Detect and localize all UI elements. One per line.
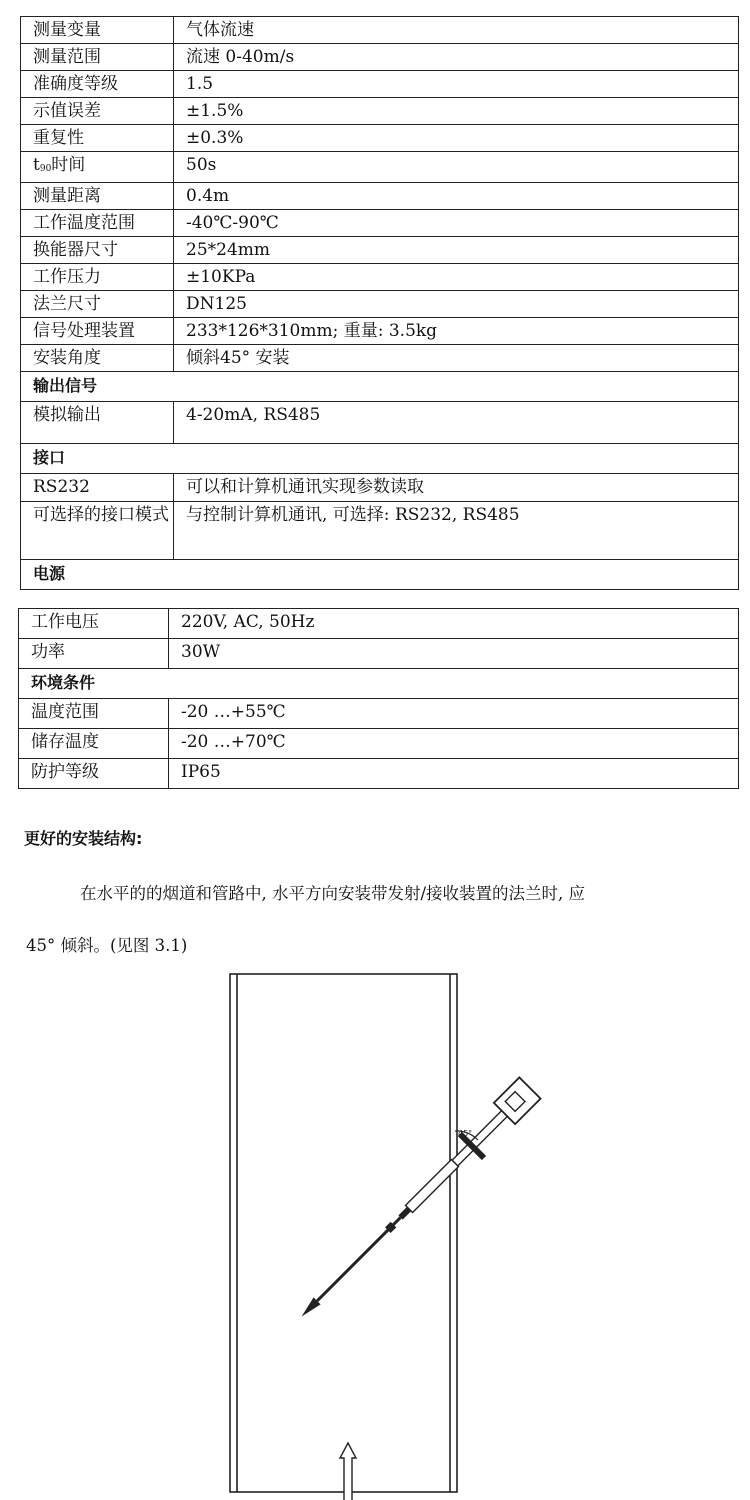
row-label: 模拟输出 (21, 402, 174, 444)
row-label: 工作压力 (21, 264, 174, 291)
row-value: 流速 0-40m/s (174, 44, 739, 71)
section-title: 接口 (21, 444, 739, 474)
row-label: 工作电压 (19, 609, 169, 639)
label-main: t (33, 155, 40, 175)
row-value: 50s (174, 152, 739, 183)
section-row-output (21, 372, 739, 402)
row-value: 气体流速 (174, 17, 739, 44)
label-rest: 时间 (51, 155, 86, 175)
row-label: 重复性 (21, 125, 174, 152)
table-row (21, 318, 739, 345)
table-row (21, 125, 739, 152)
row-label (21, 152, 174, 183)
row-label: 可选择的接口模式 (21, 502, 174, 560)
row-value: IP65 (169, 759, 739, 789)
row-value: -20 …+55℃ (169, 699, 739, 729)
row-value: 25*24mm (174, 237, 739, 264)
probe-assembly (290, 1076, 542, 1328)
table-row (19, 729, 739, 759)
table-row (19, 699, 739, 729)
section-title: 输出信号 (21, 372, 739, 402)
section-title: 环境条件 (19, 669, 739, 699)
row-value: 1.5 (174, 71, 739, 98)
row-value: DN125 (174, 291, 739, 318)
row-label: 测量范围 (21, 44, 174, 71)
table-row (19, 759, 739, 789)
row-label: 信号处理装置 (21, 318, 174, 345)
table-row (19, 639, 739, 669)
row-label: 防护等级 (19, 759, 169, 789)
section-heading: 更好的安装结构: (24, 829, 143, 848)
row-label: 准确度等级 (21, 71, 174, 98)
table-row (21, 345, 739, 372)
paragraph-line-1: 在水平的的烟道和管路中, 水平方向安装带发射/接收装置的法兰时, 应 (80, 884, 586, 903)
row-value: ±0.3% (174, 125, 739, 152)
row-label: 测量变量 (21, 17, 174, 44)
row-label: 工作温度范围 (21, 210, 174, 237)
row-label: 温度范围 (19, 699, 169, 729)
angle-label: 45° (458, 1129, 473, 1138)
table-row (21, 237, 739, 264)
table-row (21, 17, 739, 44)
row-value: 30W (169, 639, 739, 669)
row-label: 储存温度 (19, 729, 169, 759)
table-row (21, 71, 739, 98)
spec-table-power-env (18, 608, 739, 789)
table-row (21, 264, 739, 291)
row-label: RS232 (21, 474, 174, 502)
section-row-interface (21, 444, 739, 474)
row-label: 示值误差 (21, 98, 174, 125)
installation-diagram (0, 960, 750, 1500)
row-value: -40℃-90℃ (174, 210, 739, 237)
table-row (21, 210, 739, 237)
section-row-power (21, 560, 739, 590)
row-value: ±1.5% (174, 98, 739, 125)
section-row-environment (19, 669, 739, 699)
row-value: 与控制计算机通讯, 可选择: RS232, RS485 (174, 502, 739, 560)
table-row (21, 402, 739, 444)
label-subscript: 90 (39, 164, 52, 174)
table-row (21, 291, 739, 318)
duct-outline (230, 974, 457, 1492)
table-row (21, 44, 739, 71)
row-label: 安装角度 (21, 345, 174, 372)
row-label: 功率 (19, 639, 169, 669)
spec-table-main (20, 16, 739, 590)
row-value: 倾斜45° 安装 (174, 345, 739, 372)
row-value: 233*126*310mm; 重量: 3.5kg (174, 318, 739, 345)
row-label: 换能器尺寸 (21, 237, 174, 264)
row-value: 4-20mA, RS485 (174, 402, 739, 444)
paragraph-line-2: 45° 倾斜。(见图 3.1) (26, 936, 188, 955)
table-row (21, 474, 739, 502)
table-row (21, 183, 739, 210)
table-row (21, 502, 739, 560)
table-row (21, 98, 739, 125)
table-row (21, 152, 739, 183)
row-value: 可以和计算机通讯实现参数读取 (174, 474, 739, 502)
row-value: -20 …+70℃ (169, 729, 739, 759)
row-label: 测量距离 (21, 183, 174, 210)
row-value: 220V, AC, 50Hz (169, 609, 739, 639)
row-value: ±10KPa (174, 264, 739, 291)
row-label: 法兰尺寸 (21, 291, 174, 318)
row-value: 0.4m (174, 183, 739, 210)
table-row (19, 609, 739, 639)
section-title: 电源 (21, 560, 739, 590)
